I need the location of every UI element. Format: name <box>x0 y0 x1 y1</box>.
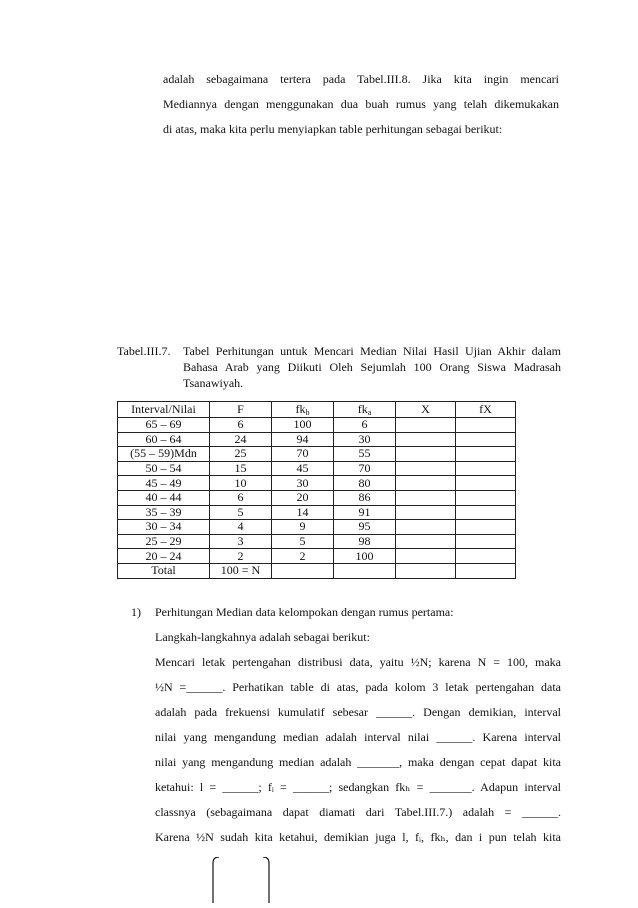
list-line: adalah pada frekuensi kumulatif sebesar ______. Dengan demikian, interval <box>155 705 561 719</box>
cell-fkb: 45 <box>272 461 334 476</box>
total-fx <box>456 563 516 578</box>
cell-x <box>396 549 456 564</box>
cell-interval: 65 – 69 <box>118 418 210 433</box>
caption-line: Tabel Perhitungan untuk Mencari Median Nilai Hasil Ujian Akhir dalam <box>183 344 561 358</box>
list-line: nilai yang mengandung median adalah interval nilai ______. Karena interval <box>155 730 561 744</box>
caption-line: Bahasa Arab yang Diikuti Oleh Sejumlah 100 Orang Siswa Madrasah <box>183 360 561 374</box>
list-line: classnya (sebagaimana dapat diamati dari Tabel.III.7.) adalah = ______. <box>155 805 561 819</box>
cell-fka: 80 <box>334 476 396 491</box>
cell-f: 6 <box>210 490 272 505</box>
header-fka-sub: a <box>367 408 372 417</box>
cell-x <box>396 476 456 491</box>
cell-f: 25 <box>210 447 272 462</box>
table-row <box>118 418 516 433</box>
steps-list <box>131 600 561 844</box>
cell-fkb: 94 <box>272 432 334 447</box>
header-fka <box>334 402 396 418</box>
list-line: Mencari letak pertengahan distribusi data, yaitu ½N; karena N = 100, maka <box>155 655 561 669</box>
cell-f: 3 <box>210 534 272 549</box>
table-row <box>118 476 516 491</box>
cell-fkb: 5 <box>272 534 334 549</box>
page-number-brackets <box>211 857 271 903</box>
total-label: Total <box>118 563 210 578</box>
header-fka-main: fk <box>357 402 368 416</box>
table-row <box>118 432 516 447</box>
cell-x <box>396 534 456 549</box>
header-fx: fX <box>456 402 516 418</box>
caption-label: Tabel.III.7. <box>117 344 171 358</box>
cell-fka: 98 <box>334 534 396 549</box>
cell-interval: 50 – 54 <box>118 461 210 476</box>
list-line: ketahui: l = ______; fᵢ = ______; sedangkan fkₕ = _______. Adapun interval <box>155 780 561 794</box>
table-row <box>118 549 516 564</box>
cell-fkb: 70 <box>272 447 334 462</box>
cell-x <box>396 447 456 462</box>
cell-interval: 35 – 39 <box>118 505 210 520</box>
table-header-row <box>118 402 516 418</box>
cell-f: 24 <box>210 432 272 447</box>
list-item <box>131 600 561 625</box>
cell-fx <box>456 476 516 491</box>
cell-x <box>396 418 456 433</box>
cell-fka: 91 <box>334 505 396 520</box>
cell-fka: 55 <box>334 447 396 462</box>
bracket-frame-icon <box>211 857 271 903</box>
cell-x <box>396 461 456 476</box>
cell-fkb: 20 <box>272 490 334 505</box>
cell-fx <box>456 447 516 462</box>
list-line: ½N =______. Perhatikan table di atas, pada kolom 3 letak pertengahan data <box>155 680 561 694</box>
header-fkb <box>272 402 334 418</box>
cell-fx <box>456 534 516 549</box>
table-total-row <box>118 563 516 578</box>
table-row <box>118 461 516 476</box>
cell-x <box>396 520 456 535</box>
cell-interval: 25 – 29 <box>118 534 210 549</box>
cell-interval: (55 – 59)Mdn <box>118 447 210 462</box>
list-line: nilai yang mengandung median adalah _______, maka dengan cepat dapat kita <box>155 755 561 769</box>
median-table <box>117 401 516 579</box>
cell-f: 5 <box>210 505 272 520</box>
table-row <box>118 447 516 462</box>
cell-x <box>396 432 456 447</box>
intro-line: Mediannya dengan menggunakan dua buah rumus yang telah dikemukakan <box>163 97 559 111</box>
list-line: Karena ½N sudah kita ketahui, demikian juga l, fᵢ, fkₕ, dan i pun telah kita <box>155 830 561 844</box>
intro-paragraph <box>163 67 559 142</box>
cell-fka: 95 <box>334 520 396 535</box>
cell-x <box>396 505 456 520</box>
list-line: Langkah-langkahnya adalah sebagai berikut: <box>155 630 370 644</box>
list-heading: Perhitungan Median data kelompokan dengan rumus pertama: <box>155 605 454 619</box>
cell-interval: 60 – 64 <box>118 432 210 447</box>
cell-f: 6 <box>210 418 272 433</box>
cell-fx <box>456 490 516 505</box>
intro-line: adalah sebagaimana tertera pada Tabel.III.8. Jika kita ingin mencari <box>163 72 559 86</box>
caption-line: Tsanawiyah. <box>183 376 244 390</box>
table-caption <box>117 343 561 391</box>
cell-fx <box>456 418 516 433</box>
cell-fkb: 14 <box>272 505 334 520</box>
cell-fkb: 9 <box>272 520 334 535</box>
cell-fkb: 30 <box>272 476 334 491</box>
list-number: 1) <box>131 605 141 619</box>
cell-f: 2 <box>210 549 272 564</box>
cell-fka: 100 <box>334 549 396 564</box>
cell-fx <box>456 505 516 520</box>
cell-fx <box>456 520 516 535</box>
total-f: 100 = N <box>210 563 272 578</box>
cell-fx <box>456 549 516 564</box>
cell-f: 10 <box>210 476 272 491</box>
header-f: F <box>210 402 272 418</box>
table-row <box>118 505 516 520</box>
cell-fx <box>456 461 516 476</box>
header-x: X <box>396 402 456 418</box>
header-fkb-main: fk <box>295 402 306 416</box>
cell-x <box>396 490 456 505</box>
cell-f: 15 <box>210 461 272 476</box>
intro-line: di atas, maka kita perlu menyiapkan table perhitungan sebagai berikut: <box>163 122 503 136</box>
cell-interval: 40 – 44 <box>118 490 210 505</box>
total-fkb <box>272 563 334 578</box>
cell-fka: 30 <box>334 432 396 447</box>
header-fkb-sub: b <box>305 408 310 417</box>
cell-fx <box>456 432 516 447</box>
cell-fka: 86 <box>334 490 396 505</box>
table-row <box>118 490 516 505</box>
cell-interval: 20 – 24 <box>118 549 210 564</box>
cell-interval: 45 – 49 <box>118 476 210 491</box>
cell-f: 4 <box>210 520 272 535</box>
cell-fka: 70 <box>334 461 396 476</box>
cell-fkb: 100 <box>272 418 334 433</box>
list-body <box>155 625 561 850</box>
total-fka <box>334 563 396 578</box>
table-row <box>118 520 516 535</box>
total-x <box>396 563 456 578</box>
cell-interval: 30 – 34 <box>118 520 210 535</box>
cell-fka: 6 <box>334 418 396 433</box>
table-row <box>118 534 516 549</box>
cell-fkb: 2 <box>272 549 334 564</box>
header-interval: Interval/Nilai <box>118 402 210 418</box>
